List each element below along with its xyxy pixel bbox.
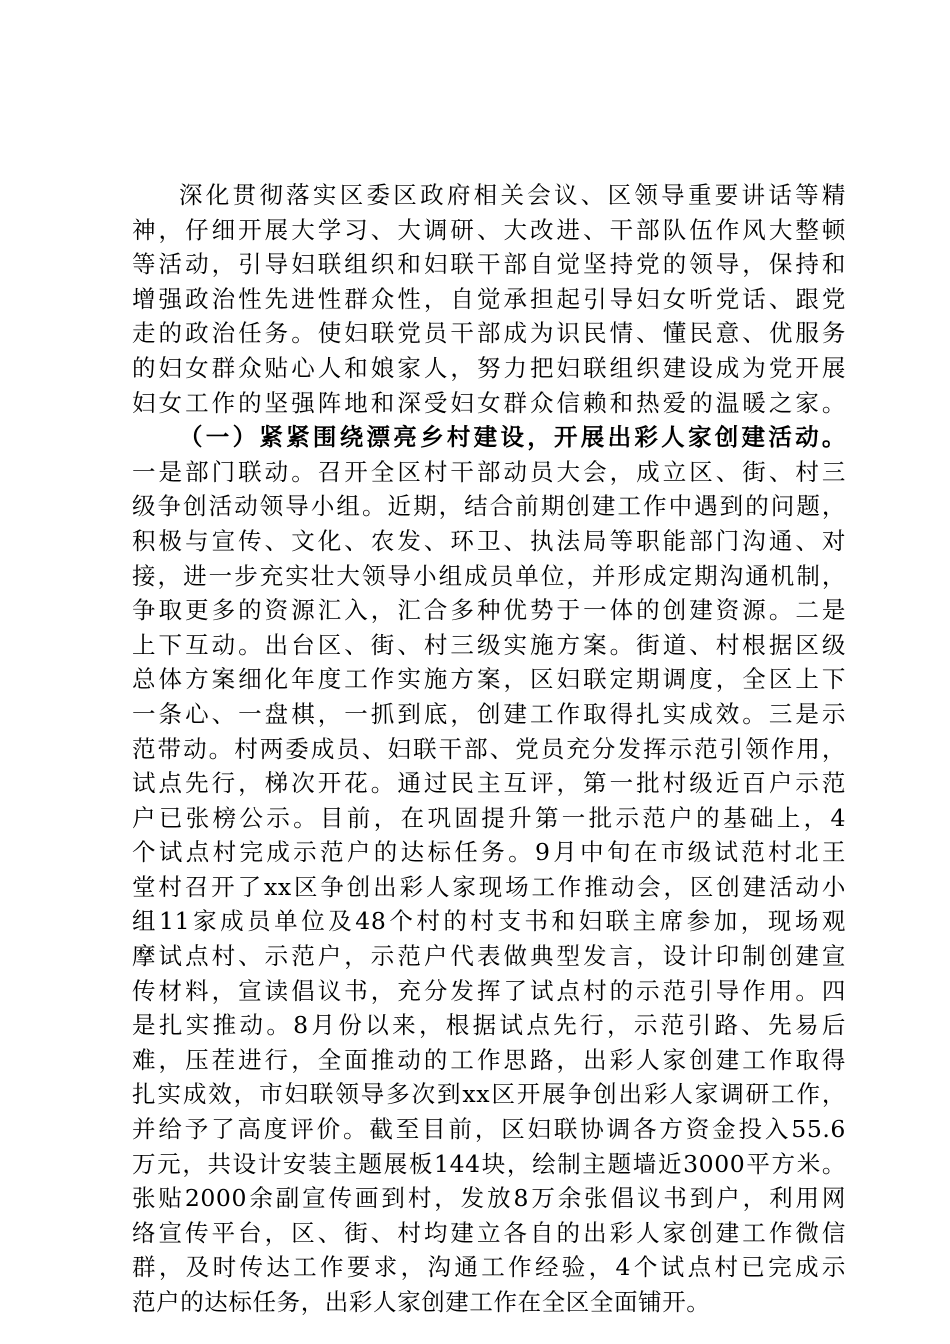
- document-body: [132, 178, 846, 1320]
- paragraph-line: 摩试点村、示范户，示范户代表做典型发言，设计印制创建宣: [132, 942, 846, 971]
- paragraph-line: 妇女工作的坚强阵地和深受妇女群众信赖和热爱的温暖之家。: [132, 388, 846, 417]
- paragraph-line: 群，及时传达工作要求，沟通工作经验，4个试点村已完成示: [132, 1253, 846, 1282]
- paragraph-line: 神，仔细开展大学习、大调研、大改进、干部队伍作风大整顿: [132, 215, 846, 244]
- paragraph-line: 增强政治性先进性群众性，自觉承担起引导妇女听党话、跟党: [132, 284, 846, 313]
- paragraph-line: 万元，共设计安装主题展板144块，绘制主题墙近3000平方米。: [132, 1149, 846, 1178]
- paragraph-line: 户已张榜公示。目前，在巩固提升第一批示范户的基础上，4: [132, 803, 846, 832]
- paragraph-line: 扎实成效，市妇联领导多次到xx区开展争创出彩人家调研工作，: [132, 1080, 846, 1109]
- paragraph-line: 的妇女群众贴心人和娘家人，努力把妇联组织建设成为党开展: [132, 353, 846, 382]
- paragraph-line: 试点先行，梯次开花。通过民主互评，第一批村级近百户示范: [132, 769, 846, 798]
- section-heading: （一）紧紧围绕漂亮乡村建设，开展出彩人家创建活动。: [179, 423, 846, 452]
- paragraph-line: 接，进一步充实壮大领导小组成员单位，并形成定期沟通机制，: [132, 561, 846, 590]
- paragraph-line: 一条心、一盘棋，一抓到底，创建工作取得扎实成效。三是示: [132, 699, 846, 728]
- paragraph-line: 深化贯彻落实区委区政府相关会议、区领导重要讲话等精: [179, 181, 846, 209]
- paragraph-line: 走的政治任务。使妇联党员干部成为识民情、懂民意、优服务: [132, 319, 846, 348]
- paragraph-line: 上下互动。出台区、街、村三级实施方案。街道、村根据区级: [132, 630, 846, 659]
- paragraph-line: 总体方案细化年度工作实施方案，区妇联定期调度，全区上下: [132, 665, 846, 694]
- paragraph-line: 范带动。村两委成员、妇联干部、党员充分发挥示范引领作用，: [132, 734, 846, 763]
- paragraph-line: 组11家成员单位及48个村的村支书和妇联主席参加，现场观: [132, 907, 846, 936]
- paragraph-line: 个试点村完成示范户的达标任务。9月中旬在市级试范村北王: [132, 838, 846, 867]
- paragraph-line: 传材料，宣读倡议书，充分发挥了试点村的示范引导作用。四: [132, 976, 846, 1005]
- paragraph-line: 等活动，引导妇联组织和妇联干部自觉坚持党的领导，保持和: [132, 250, 846, 279]
- paragraph-intro: [132, 178, 846, 420]
- paragraph-line: 积极与宣传、文化、农发、环卫、执法局等职能部门沟通、对: [132, 526, 846, 555]
- paragraph-body: [132, 455, 846, 1320]
- paragraph-line: 堂村召开了xx区争创出彩人家现场工作推动会，区创建活动小: [132, 872, 846, 901]
- paragraph-line: 张贴2000余副宣传画到村，发放8万余张倡议书到户，利用网: [132, 1184, 846, 1213]
- paragraph-line: 范户的达标任务，出彩人家创建工作在全区全面铺开。: [132, 1288, 711, 1316]
- paragraph-line: 一是部门联动。召开全区村干部动员大会，成立区、街、村三: [132, 457, 846, 486]
- paragraph-line: 并给予了高度评价。截至目前，区妇联协调各方资金投入55.6: [132, 1115, 846, 1144]
- paragraph-line: 络宣传平台，区、街、村均建立各自的出彩人家创建工作微信: [132, 1218, 846, 1247]
- paragraph-line: 争取更多的资源汇入，汇合多种优势于一体的创建资源。二是: [132, 596, 846, 625]
- paragraph-line: 级争创活动领导小组。近期，结合前期创建工作中遇到的问题，: [132, 492, 846, 521]
- paragraph-line: 难，压茬进行，全面推动的工作思路，出彩人家创建工作取得: [132, 1045, 846, 1074]
- paragraph-line: 是扎实推动。8月份以来，根据试点先行，示范引路、先易后: [132, 1011, 846, 1040]
